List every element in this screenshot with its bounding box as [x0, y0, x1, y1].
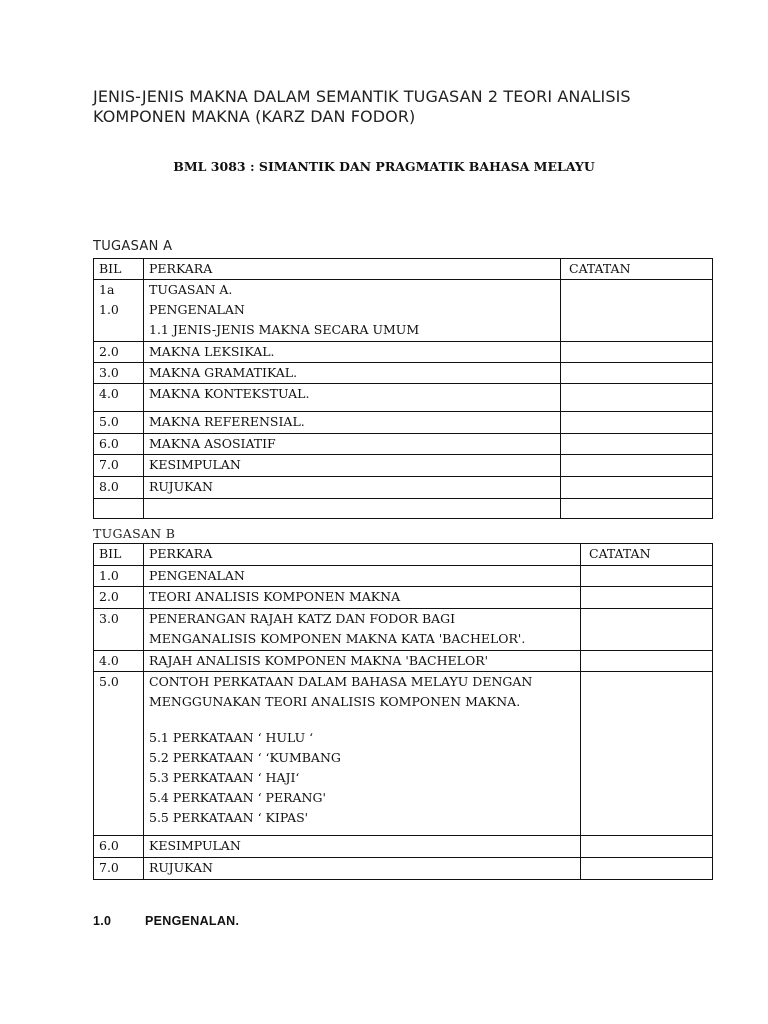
table-row: [94, 587, 713, 609]
perkara-text: 1.1 JENIS-JENIS MAKNA SECARA UMUM: [149, 322, 420, 337]
perkara-cell: KESIMPULAN: [144, 836, 581, 858]
catatan-cell: [581, 651, 713, 672]
table-row: [94, 672, 713, 836]
catatan-cell: [561, 384, 713, 412]
bil-cell: [94, 499, 144, 519]
header-bil: BIL: [94, 259, 144, 280]
bil-cell: 2.0: [94, 587, 144, 609]
bil-value: 1a: [99, 282, 115, 297]
bil-value: 1.0: [99, 302, 119, 317]
perkara-cell: [144, 499, 561, 519]
catatan-cell: [561, 412, 713, 434]
bil-cell: 5.0: [94, 412, 144, 434]
table-row: [94, 477, 713, 499]
catatan-cell: [581, 587, 713, 609]
catatan-cell: [581, 566, 713, 587]
table-row: [94, 363, 713, 384]
header-perkara: PERKARA: [144, 259, 561, 280]
catatan-cell: [561, 477, 713, 499]
perkara-cell: RUJUKAN: [144, 477, 561, 499]
bil-cell: 8.0: [94, 477, 144, 499]
bil-cell: 6.0: [94, 434, 144, 455]
table-row: [94, 651, 713, 672]
perkara-cell: TEORI ANALISIS KOMPONEN MAKNA: [144, 587, 581, 609]
table-row: [94, 836, 713, 858]
perkara-text: TUGASAN A.: [149, 282, 233, 297]
table-row: [94, 434, 713, 455]
sub-item: 5.2 PERKATAAN ‘ ‘KUMBANG: [149, 750, 341, 765]
tugasan-a-table: [93, 258, 713, 519]
perkara-cell: MAKNA REFERENSIAL.: [144, 412, 561, 434]
tugasan-b-label: TUGASAN B: [93, 526, 176, 541]
table-row-empty: [94, 499, 713, 519]
perkara-text: CONTOH PERKATAAN DALAM BAHASA MELAYU DENGAN: [149, 674, 533, 689]
catatan-cell: [581, 672, 713, 836]
table-row: [94, 609, 713, 651]
perkara-cell: MAKNA ASOSIATIF: [144, 434, 561, 455]
table-row: [94, 455, 713, 477]
perkara-cell: RUJUKAN: [144, 858, 581, 880]
sub-item: 5.5 PERKATAAN ‘ KIPAS': [149, 810, 309, 825]
document-title: [93, 87, 693, 127]
bil-cell: 1.0: [94, 566, 144, 587]
perkara-cell: MAKNA LEKSIKAL.: [144, 342, 561, 363]
catatan-cell: [581, 858, 713, 880]
catatan-cell: [561, 455, 713, 477]
header-catatan: CATATAN: [581, 544, 713, 566]
table-row: [94, 280, 713, 342]
perkara-text: PENGENALAN: [149, 302, 245, 317]
bil-cell: 7.0: [94, 858, 144, 880]
header-catatan: CATATAN: [561, 259, 713, 280]
bil-cell: 6.0: [94, 836, 144, 858]
perkara-cell: RAJAH ANALISIS KOMPONEN MAKNA 'BACHELOR': [144, 651, 581, 672]
perkara-text: MENGGUNAKAN TEORI ANALISIS KOMPONEN MAKNA.: [149, 694, 521, 709]
bil-cell: 3.0: [94, 609, 144, 651]
table-row: [94, 412, 713, 434]
bil-cell: 4.0: [94, 384, 144, 412]
bil-cell: 7.0: [94, 455, 144, 477]
catatan-cell: [561, 280, 713, 342]
section-title: PENGENALAN.: [145, 914, 240, 928]
bil-cell: 2.0: [94, 342, 144, 363]
table-row: [94, 342, 713, 363]
bil-cell: [94, 280, 144, 342]
course-heading: BML 3083 : SIMANTIK DAN PRAGMATIK BAHASA MELAYU: [173, 159, 595, 174]
sub-item: 5.4 PERKATAAN ‘ PERANG': [149, 790, 326, 805]
table-header-row: [94, 544, 713, 566]
catatan-cell: [581, 609, 713, 651]
perkara-cell: KESIMPULAN: [144, 455, 561, 477]
table-row: [94, 384, 713, 412]
catatan-cell: [561, 342, 713, 363]
document-title-line-2: KOMPONEN MAKNA (KARZ DAN FODOR): [93, 107, 416, 126]
sub-item: 5.3 PERKATAAN ‘ HAJI‘: [149, 770, 300, 785]
catatan-cell: [561, 434, 713, 455]
document-title-line-1: JENIS-JENIS MAKNA DALAM SEMANTIK TUGASAN 2 TEORI ANALISIS: [93, 87, 631, 106]
perkara-cell: MAKNA KONTEKSTUAL.: [144, 384, 561, 412]
catatan-cell: [581, 836, 713, 858]
header-perkara: PERKARA: [144, 544, 581, 566]
catatan-cell: [561, 499, 713, 519]
perkara-cell: [144, 280, 561, 342]
perkara-text: PENERANGAN RAJAH KATZ DAN FODOR BAGI: [149, 611, 456, 626]
table-row: [94, 566, 713, 587]
section-heading-pengenalan: [93, 914, 239, 928]
bil-cell: 5.0: [94, 672, 144, 836]
perkara-cell: MAKNA GRAMATIKAL.: [144, 363, 561, 384]
table-row: [94, 858, 713, 880]
header-bil: BIL: [94, 544, 144, 566]
bil-cell: 4.0: [94, 651, 144, 672]
perkara-cell: [144, 672, 581, 836]
perkara-text: MENGANALISIS KOMPONEN MAKNA KATA 'BACHELOR'.: [149, 631, 526, 646]
perkara-cell: PENGENALAN: [144, 566, 581, 587]
tugasan-a-label: TUGASAN A: [93, 239, 173, 254]
bil-cell: 3.0: [94, 363, 144, 384]
section-number: 1.0: [93, 914, 112, 928]
table-header-row: [94, 259, 713, 280]
tugasan-b-table: [93, 543, 713, 880]
perkara-cell: [144, 609, 581, 651]
sub-item: 5.1 PERKATAAN ‘ HULU ‘: [149, 730, 314, 745]
catatan-cell: [561, 363, 713, 384]
